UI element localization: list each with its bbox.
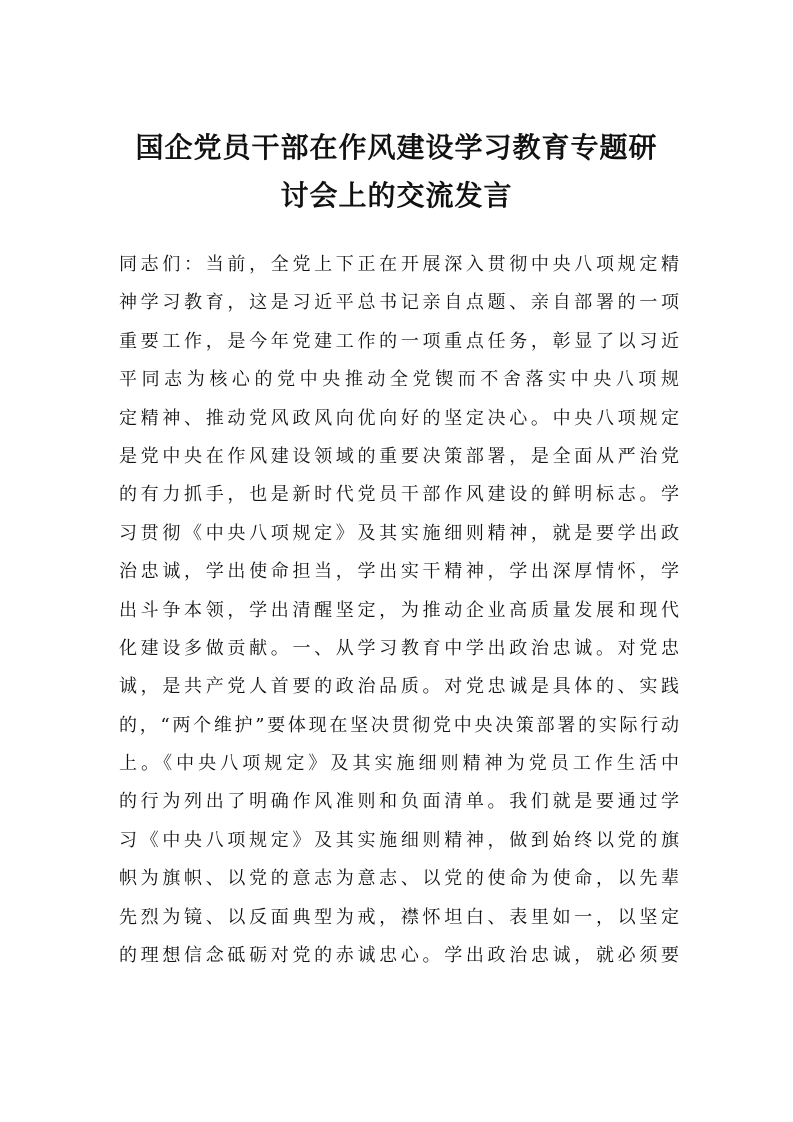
body-line: 习《中央八项规定》及其实施细则精神，做到始终以党的旗 <box>119 829 679 851</box>
document-body <box>119 246 679 975</box>
body-line: 先烈为镜、以反面典型为戒，襟怀坦白、表里如一，以坚定 <box>119 906 679 928</box>
body-line: 神学习教育，这是习近平总书记亲自点题、亲自部署的一项 <box>119 292 679 314</box>
body-line: 帜为旗帜、以党的意志为意志、以党的使命为使命，以先辈 <box>119 868 679 890</box>
body-line: 平同志为核心的党中央推动全党锲而不舍落实中央八项规 <box>119 369 679 391</box>
body-line: 同志们：当前，全党上下正在开展深入贯彻中央八项规定精 <box>119 254 679 275</box>
document-title-line-2: 讨会上的交流发言 <box>280 179 513 212</box>
body-line: 定精神、推动党风政风向优向好的坚定决心。中央八项规定 <box>119 407 679 429</box>
body-line: 化建设多做贡献。一、从学习教育中学出政治忠诚。对党忠 <box>119 637 679 659</box>
body-line: 习贯彻《中央八项规定》及其实施细则精神，就是要学出政 <box>119 522 679 544</box>
body-line: 诚，是共产党人首要的政治品质。对党忠诚是具体的、实践 <box>119 676 679 698</box>
body-line: 是党中央在作风建设领域的重要决策部署，是全面从严治党 <box>119 445 679 467</box>
body-line: 的，“两个维护”要体现在坚决贯彻党中央决策部署的实际行动 <box>119 714 679 736</box>
body-line: 的行为列出了明确作风准则和负面清单。我们就是要通过学 <box>119 791 679 813</box>
document-title-line-1: 国企党员干部在作风建设学习教育专题研 <box>135 131 658 164</box>
body-line: 出斗争本领，学出清醒坚定，为推动企业高质量发展和现代 <box>119 599 679 621</box>
body-line: 治忠诚，学出使命担当，学出实干精神，学出深厚情怀，学 <box>119 561 679 583</box>
body-line: 重要工作，是今年党建工作的一项重点任务，彰显了以习近 <box>119 330 679 352</box>
body-line: 的理想信念砥砺对党的赤诚忠心。学出政治忠诚，就必须要 <box>119 945 679 967</box>
body-line: 上。《中央八项规定》及其实施细则精神为党员工作生活中 <box>119 753 679 775</box>
body-line: 的有力抓手，也是新时代党员干部作风建设的鲜明标志。学 <box>119 484 679 506</box>
